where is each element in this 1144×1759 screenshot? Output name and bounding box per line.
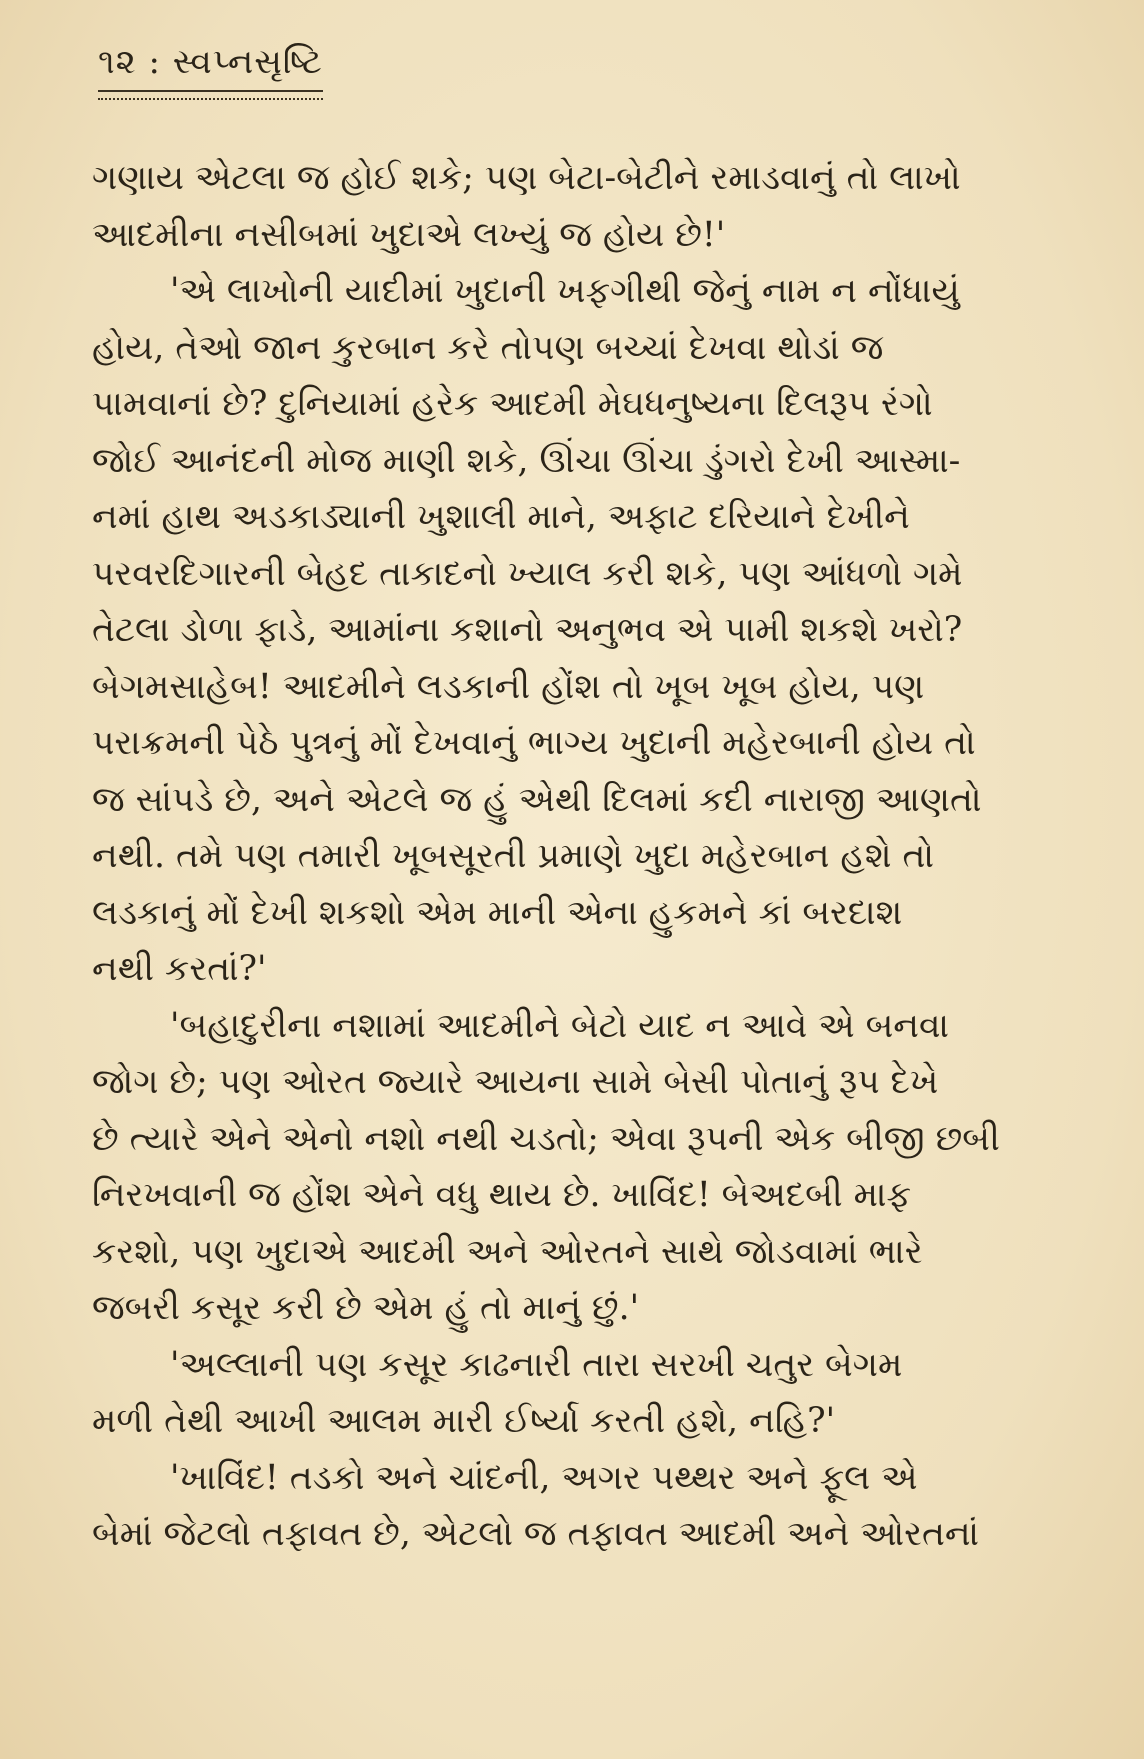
text-line: છે ત્યારે એને એનો નશો નથી ચડતો; એવા રૂપની એક બીજી છબી — [92, 1118, 1000, 1159]
header-underline — [98, 92, 323, 100]
text-line: જોગ છે; પણ ઓરત જ્યારે આયના સામે બેસી પોતાનું રૂપ દેખે — [92, 1062, 939, 1102]
text-line: નથી. તમે પણ તમારી ખૂબસૂરતી પ્રમાણે ખુદા મહેરબાન હશે તો — [92, 836, 934, 876]
text-line: જોઈ આનંદની મોજ માણી શકે, ઊંચા ઊંચા ડુંગરો દેખી આસ્મા- — [92, 440, 961, 481]
text-line: આદમીના નસીબમાં ખુદાએ લખ્યું જ હોય છે!' — [92, 214, 726, 255]
text-line: બેગમસાહેબ! આદમીને લડકાની હોંશ તો ખૂબ ખૂબ હોય, પણ — [92, 666, 925, 707]
text-line: 'એ લાખોની યાદીમાં ખુદાની ખફગીથી જેનું નામ ન નોંધાયું — [170, 271, 960, 311]
running-header — [98, 42, 323, 92]
text-line: નમાં હાથ અડકાડ્યાની ખુશાલી માને, અફાટ દરિયાને દેખીને — [92, 497, 910, 537]
text-line: 'અલ્લાની પણ કસૂર કાઢનારી તારા સરખી ચતુર બેગમ — [170, 1344, 903, 1385]
text-line: પરવરદિગારની બેહદ તાકાદનો ખ્યાલ કરી શકે, પણ આંધળો ગમે — [92, 553, 963, 594]
text-line: જબરી કસૂર કરી છે એમ હું તો માનું છું.' — [92, 1288, 640, 1328]
text-line: 'ખાવિંદ! તડકો અને ચાંદની, અગર પથ્થર અને ફૂલ એ — [170, 1457, 918, 1498]
body-text — [92, 150, 1072, 1563]
text-line: નથી કરતાં?' — [92, 949, 267, 989]
text-line: મળી તેથી આખી આલમ મારી ઈર્ષ્યા કરતી હશે, નહિ?' — [92, 1401, 836, 1441]
text-line: નિરખવાની જ હોંશ એને વધુ થાય છે. ખાવિંદ! બેઅદબી માફ — [92, 1175, 912, 1215]
text-line: પરાક્રમની પેઠે પુત્રનું મોં દેખવાનું ભાગ્ય ખુદાની મહેરબાની હોય તો — [92, 723, 976, 763]
text-line: પામવાનાં છે? દુનિયામાં હરેક આદમી મેઘધનુષ્યના દિલરૂપ રંગો — [92, 384, 933, 424]
text-line: લડકાનું મોં દેખી શકશો એમ માની એના હુકમને કાં બરદાશ — [92, 892, 903, 933]
chapter-title: સ્વપ્નસૃષ્ટિ — [172, 42, 323, 82]
text-line: હોય, તેઓ જાન કુરબાન કરે તોપણ બચ્ચાં દેખવા થોડાં જ — [92, 327, 884, 368]
text-line: ગણાય એટલા જ હોઈ શકે; પણ બેટા-બેટીને રમાડવાનું તો લાખો — [92, 158, 961, 198]
text-line: કરશો, પણ ખુદાએ આદમી અને ઓરતને સાથે જોડવામાં ભારે — [92, 1231, 923, 1272]
text-line: તેટલા ડોળા ફાડે, આમાંના કશાનો અનુભવ એ પામી શકશે ખરો? — [92, 610, 963, 650]
text-line: જ સાંપડે છે, અને એટલે જ હું એથી દિલમાં કદી નારાજી આણતો — [92, 779, 982, 820]
page-number: ૧૨ — [98, 42, 137, 82]
text-line: બેમાં જેટલો તફાવત છે, એટલો જ તફાવત આદમી અને ઓરતનાં — [92, 1514, 979, 1554]
header-separator: : — [148, 42, 161, 82]
text-line: 'બહાદુરીના નશામાં આદમીને બેટો યાદ ન આવે એ બનવા — [170, 1005, 949, 1046]
